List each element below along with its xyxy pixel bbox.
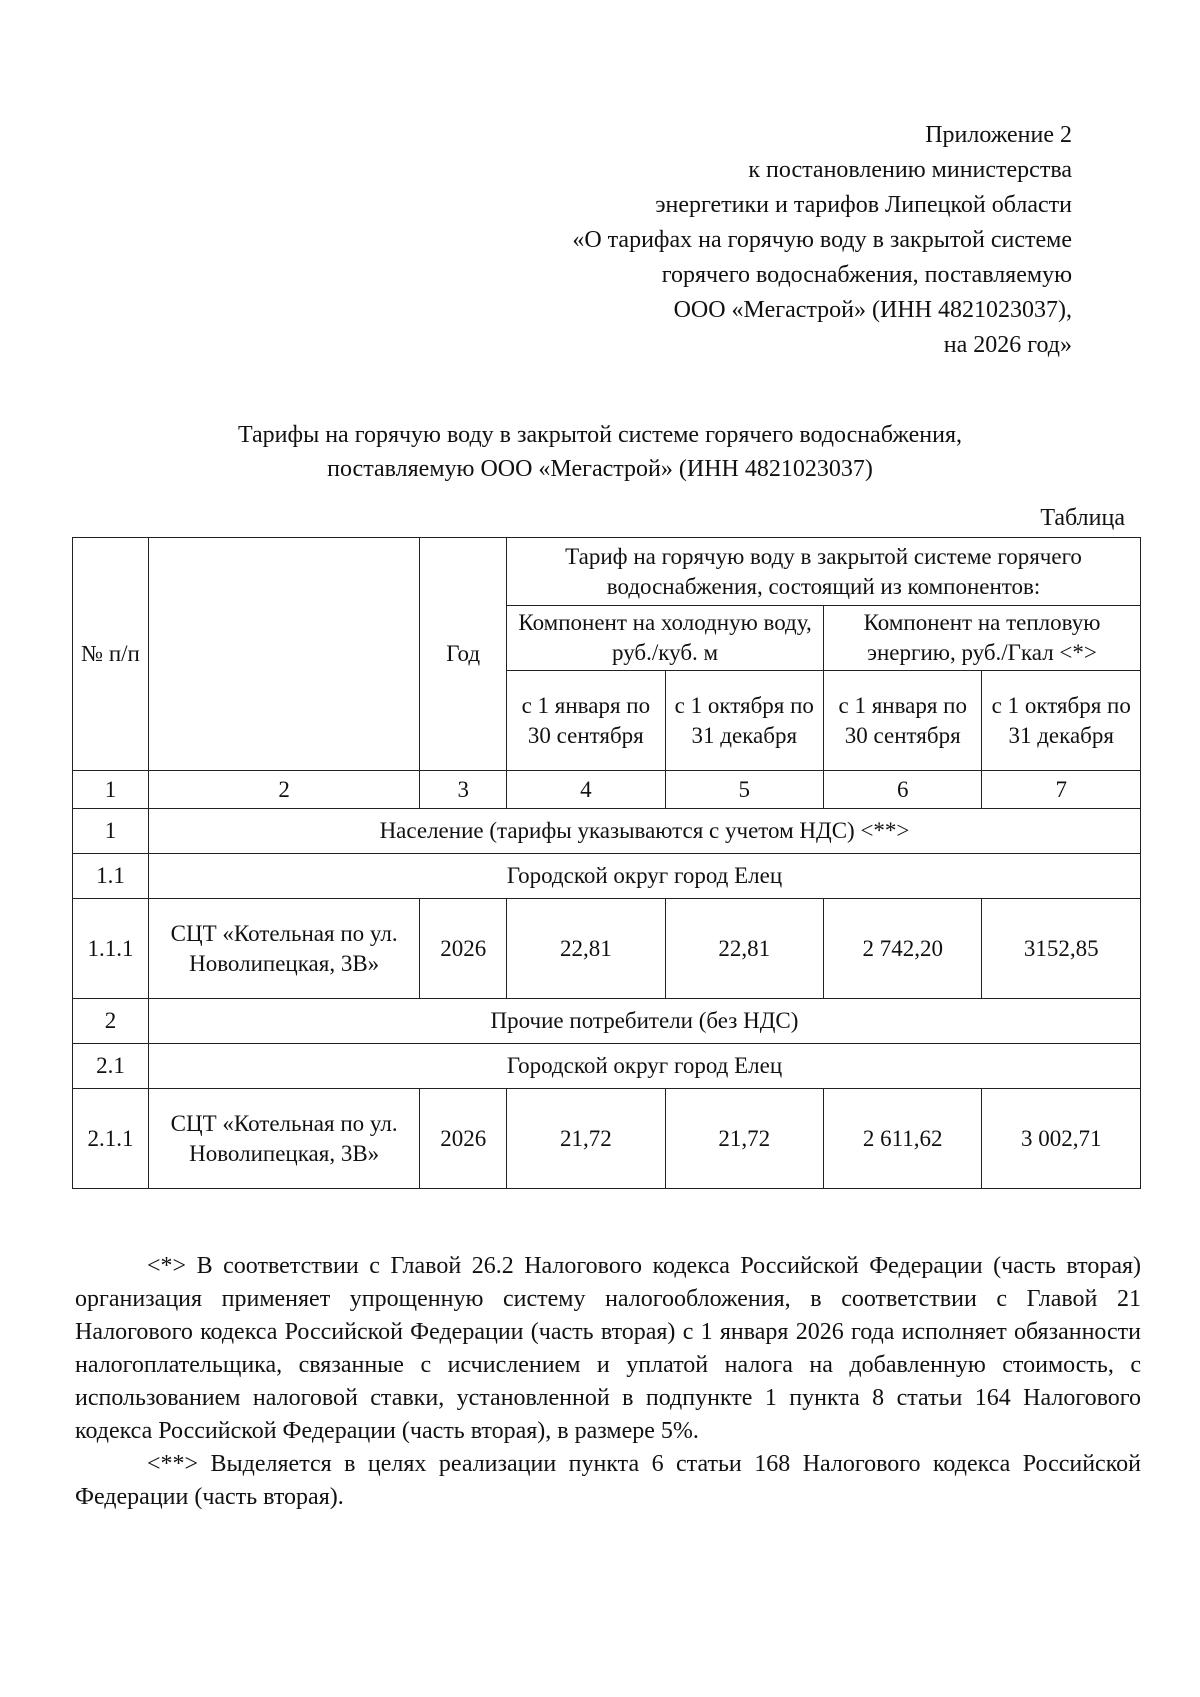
column-number: 1 (73, 771, 149, 809)
title-line-2: поставляемую ООО «Мегастрой» (ИНН 4821023037) (327, 456, 873, 482)
subsection-number: 1.1 (73, 854, 149, 899)
row-year: 2026 (420, 899, 507, 999)
subsection-title: Городской округ город Елец (148, 854, 1140, 899)
header-line: на 2026 год» (943, 332, 1072, 358)
column-number: 7 (982, 771, 1141, 809)
row-value-4: 3 002,71 (982, 1089, 1141, 1189)
appendix-header (572, 118, 1072, 363)
row-value-2: 22,81 (665, 899, 823, 999)
title-line-1: Тарифы на горячую воду в закрытой системе горячего водоснабжения, (237, 422, 963, 448)
header-year: Год (420, 538, 507, 771)
column-number-row (73, 771, 1141, 809)
row-number: 2.1.1 (73, 1089, 149, 1189)
header-line: горячего водоснабжения, поставляемую (661, 262, 1072, 288)
column-number: 2 (148, 771, 419, 809)
row-number: 1.1.1 (73, 899, 149, 999)
footnotes (75, 1250, 1141, 1514)
section-row (73, 999, 1141, 1044)
tariff-table (72, 537, 1141, 1189)
column-number: 4 (507, 771, 665, 809)
column-number: 3 (420, 771, 507, 809)
header-heat-component: Компонент на тепловую энергию, руб./Гкал <*> (824, 606, 1141, 671)
header-line: энергетики и тарифов Липецкой области (655, 192, 1072, 218)
section-title: Прочие потребители (без НДС) (148, 999, 1140, 1044)
document-title (75, 418, 1125, 486)
table-label: Таблица (1040, 505, 1125, 531)
column-number: 6 (824, 771, 982, 809)
row-value-4: 3152,85 (982, 899, 1141, 999)
header-line: к постановлению министерства (748, 157, 1072, 183)
table-row (73, 1089, 1141, 1189)
header-name (148, 538, 419, 771)
row-value-2: 21,72 (665, 1089, 823, 1189)
header-period-1: с 1 января по 30 сентября (507, 671, 665, 771)
row-value-3: 2 611,62 (824, 1089, 982, 1189)
subsection-number: 2.1 (73, 1044, 149, 1089)
row-name: СЦТ «Котельная по ул. Новолипецкая, 3В» (148, 899, 419, 999)
row-name: СЦТ «Котельная по ул. Новолипецкая, 3В» (148, 1089, 419, 1189)
table-row (73, 899, 1141, 999)
subsection-title: Городской округ город Елец (148, 1044, 1140, 1089)
section-number: 1 (73, 809, 149, 854)
header-period-4: с 1 октября по 31 декабря (982, 671, 1141, 771)
section-row (73, 809, 1141, 854)
header-line: «О тарифах на горячую воду в закрытой системе (572, 227, 1072, 253)
row-value-1: 22,81 (507, 899, 665, 999)
row-value-3: 2 742,20 (824, 899, 982, 999)
header-tariff: Тариф на горячую воду в закрытой системе горячего водоснабжения, состоящий из компонентов: (507, 538, 1141, 606)
section-number: 2 (73, 999, 149, 1044)
row-value-1: 21,72 (507, 1089, 665, 1189)
section-title: Население (тарифы указываются с учетом НДС) <**> (148, 809, 1140, 854)
subsection-row (73, 854, 1141, 899)
header-cold-component: Компонент на холодную воду, руб./куб. м (507, 606, 824, 671)
header-number: № п/п (73, 538, 149, 771)
header-period-3: с 1 января по 30 сентября (824, 671, 982, 771)
footnote-vat-allocation: <**> Выделяется в целях реализации пункта 6 статьи 168 Налогового кодекса Российской Федерации (часть вторая). (75, 1451, 1141, 1510)
row-year: 2026 (420, 1089, 507, 1189)
footnote-vat-simplified: <*> В соответствии с Главой 26.2 Налогового кодекса Российской Федерации (часть вторая) организация применяет упрощенную систему налогообложения, в соответствии с Главой 21 Налогового кодекса Российской Федерации (часть вторая) с 1 января 2026 года исполняет обязанности налогоплательщика, связанные с исчислением и уплатой налога на добавленную стоимость, с использованием налоговой ставки, установленной в подпункте 1 пункта 8 статьи 164 Налогового кодекса Российской Федерации (часть вторая), в размере 5%. (75, 1253, 1141, 1444)
header-line: ООО «Мегастрой» (ИНН 4821023037), (673, 297, 1072, 323)
column-number: 5 (665, 771, 823, 809)
header-period-2: с 1 октября по 31 декабря (665, 671, 823, 771)
header-line: Приложение 2 (925, 122, 1072, 148)
subsection-row (73, 1044, 1141, 1089)
